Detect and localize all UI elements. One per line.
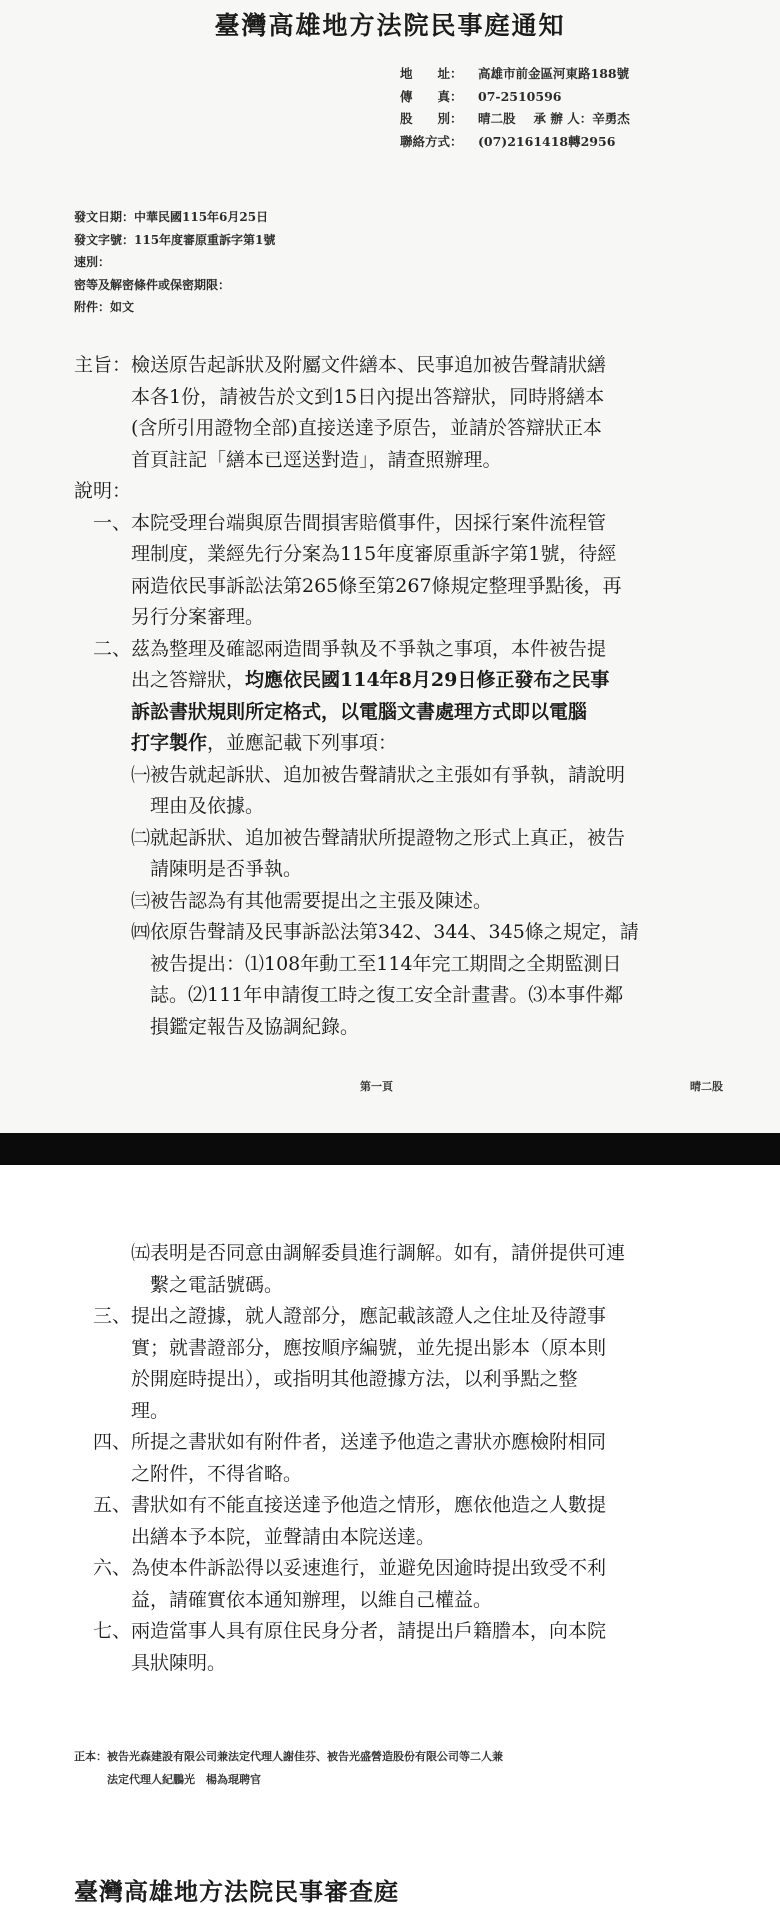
division-label: 股 別： <box>400 111 463 126</box>
fax-value: 07-2510596 <box>478 88 562 104</box>
division-row <box>400 108 630 131</box>
recipient-line: 法定代理人紀鵬光 楊為琨聘官 <box>74 1773 261 1786</box>
attachment-line: 附件：如文 <box>74 300 135 314</box>
page-divider <box>0 1133 780 1165</box>
body-text-emphasis: 均應依民國114年8月29日修正發布之民事 <box>245 669 610 691</box>
body-line: ㈢被告認為有其他需要提出之主張及陳述。 <box>74 889 493 912</box>
notice-body-page-2 <box>74 1238 734 1679</box>
phone-label: 聯絡方式： <box>400 133 463 149</box>
body-line: 四、所提之書狀如有附件者，送達予他造之書狀亦應檢附相同 <box>74 1431 607 1453</box>
body-line: 損鑑定報告及協調紀錄。 <box>74 1015 360 1038</box>
fax-label: 傳 真： <box>400 88 463 104</box>
body-line: 本各1份，請被告於文到15日內提出答辯狀，同時將繕本 <box>74 385 605 408</box>
body-line: 一、本院受理台端與原告間損害賠償事件，因採行案件流程管 <box>74 511 607 534</box>
security-level: 密等及解密條件或保密期限： <box>74 277 231 292</box>
issue-number: 發文字號：115年度審原重訴字第1號 <box>74 232 276 247</box>
address-label: 地 址： <box>400 66 463 81</box>
notice-title: 臺灣高雄地方法院民事庭通知 <box>214 11 566 40</box>
body-line: ㈣依原告聲請及民事訴訟法第342、344、345條之規定，請 <box>74 921 639 943</box>
body-line: 誌。⑵111年申請復工時之復工安全計畫書。⑶本事件鄰 <box>74 984 624 1006</box>
body-line: 理制度，業經先行分案為115年度審原重訴字第1號，待經 <box>74 543 617 565</box>
body-line: 兩造依民事訴訟法第265條至第267條規定整理爭點後，再 <box>74 574 622 597</box>
body-line: 請陳明是否爭執。 <box>74 858 303 880</box>
body-line: ㈠被告就起訴狀、追加被告聲請狀之主張如有爭執，請說明 <box>74 763 626 786</box>
body-text: 出之答辯狀， <box>74 669 246 691</box>
body-line: 出繕本予本院，並聲請由本院送達。 <box>74 1525 436 1548</box>
footer-division: 晴二股 <box>690 1080 723 1093</box>
contact-block <box>400 63 630 153</box>
phone-row <box>400 131 630 154</box>
body-line: 實；就書證部分，應按順序編號，並先提出影本（原本則 <box>74 1336 607 1359</box>
notice-body-page-1 <box>74 350 734 1043</box>
body-line: 另行分案審理。 <box>74 606 265 628</box>
body-line: 益，請確實依本通知辦理，以維自己權益。 <box>74 1588 493 1611</box>
phone-value: (07)2161418轉2956 <box>478 133 616 149</box>
body-line: ㈡就起訴狀、追加被告聲請狀所提證物之形式上真正，被告 <box>74 826 626 849</box>
body-line: (含所引用證物全部)直接送達予原告，並請於答辯狀正本 <box>74 417 602 439</box>
body-line: 七、兩造當事人具有原住民身分者，請提出戶籍謄本，向本院 <box>74 1620 607 1642</box>
body-line: 二、茲為整理及確認兩造間爭執及不爭執之事項，本件被告提 <box>74 637 607 660</box>
body-line: 於開庭時提出），或指明其他證據方法，以利爭點之整 <box>74 1368 578 1390</box>
body-line <box>74 728 734 760</box>
issuance-meta <box>74 206 275 319</box>
fax-row <box>400 86 630 109</box>
body-line: 之附件，不得省略。 <box>74 1462 303 1485</box>
body-line: ㈤表明是否同意由調解委員進行調解。如有，請併提供可連 <box>74 1242 626 1264</box>
address-row <box>400 63 630 86</box>
body-line: 六、為使本件訴訟得以妥速進行，並避免因逾時提出致受不利 <box>74 1557 607 1579</box>
body-line: 五、書狀如有不能直接送達予他造之情形，應依他造之人數提 <box>74 1494 607 1516</box>
speed-class: 速別： <box>74 255 111 269</box>
body-text: ，並應記載下列事項： <box>207 732 398 754</box>
body-line: 主旨：檢送原告起訴狀及附屬文件繕本、民事追加被告聲請狀繕 <box>74 354 607 376</box>
body-line: 繫之電話號碼。 <box>74 1273 284 1296</box>
recipient-line: 正本：被告光森建設有限公司兼法定代理人謝佳芬、被告光盛營造股份有限公司等二人兼 <box>74 1750 503 1763</box>
division-value: 晴二股 <box>478 111 516 126</box>
body-line: 首頁註記「繕本已逕送對造」，請查照辦理。 <box>74 448 502 471</box>
body-line: 三、提出之證據，就人證部分，應記載該證人之住址及待證事 <box>74 1305 607 1327</box>
body-line: 理由及依據。 <box>74 795 265 817</box>
body-line: 說明： <box>74 480 132 502</box>
body-line <box>74 665 734 697</box>
handler-value: 辛勇杰 <box>592 111 630 126</box>
address-value: 高雄市前金區河東路188號 <box>478 66 630 81</box>
page-number: 第一頁 <box>360 1080 393 1093</box>
issue-date: 發文日期：中華民國115年6月25日 <box>74 210 269 224</box>
body-text-emphasis: 打字製作 <box>74 732 208 754</box>
body-line: 具狀陳明。 <box>74 1651 227 1674</box>
body-line-emphasis: 訴訟書狀規則所定格式，以電腦文書處理方式即以電腦 <box>74 700 588 723</box>
body-line: 理。 <box>74 1399 170 1422</box>
court-signature: 臺灣高雄地方法院民事審查庭 <box>74 1877 399 1906</box>
body-line: 被告提出：⑴108年動工至114年完工期間之全期監測日 <box>74 952 622 975</box>
copy-recipients <box>74 1745 734 1791</box>
handler-label: 承 辦 人： <box>533 111 593 126</box>
